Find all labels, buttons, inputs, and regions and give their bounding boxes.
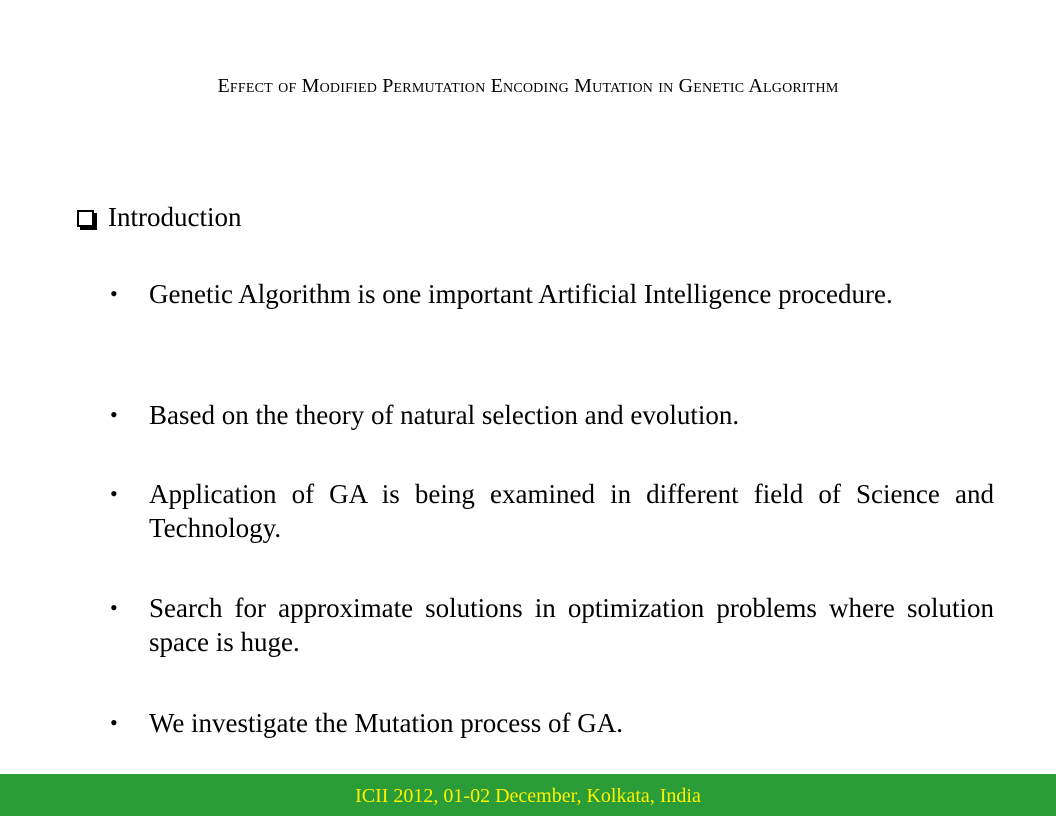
section-heading <box>77 199 241 235</box>
bullet-text: Search for approximate solutions in optimization problems where solution space is huge. <box>149 593 994 657</box>
checkbox-square-icon <box>77 210 94 227</box>
bullet-text: We investigate the Mutation process of GA. <box>149 708 623 738</box>
bullet-dot-icon: • <box>110 710 118 735</box>
bullet-text: Application of GA is being examined in different field of Science and Technology. <box>149 479 994 543</box>
bullet-dot-icon: • <box>110 481 118 506</box>
bullet-dot-icon: • <box>110 402 118 427</box>
bullet-dot-icon: • <box>110 281 118 306</box>
slide-title: Effect of Modified Permutation Encoding Mutation in Genetic Algorithm <box>217 75 839 97</box>
section-heading-label: Introduction <box>108 202 242 232</box>
bullet-text: Genetic Algorithm is one important Artificial Intelligence procedure. <box>149 279 893 309</box>
footer-bar <box>0 774 1056 816</box>
footer-text: ICII 2012, 01-02 December, Kolkata, India <box>355 785 701 807</box>
bullet-dot-icon: • <box>110 595 118 620</box>
bullet-text: Based on the theory of natural selection and evolution. <box>149 400 740 430</box>
